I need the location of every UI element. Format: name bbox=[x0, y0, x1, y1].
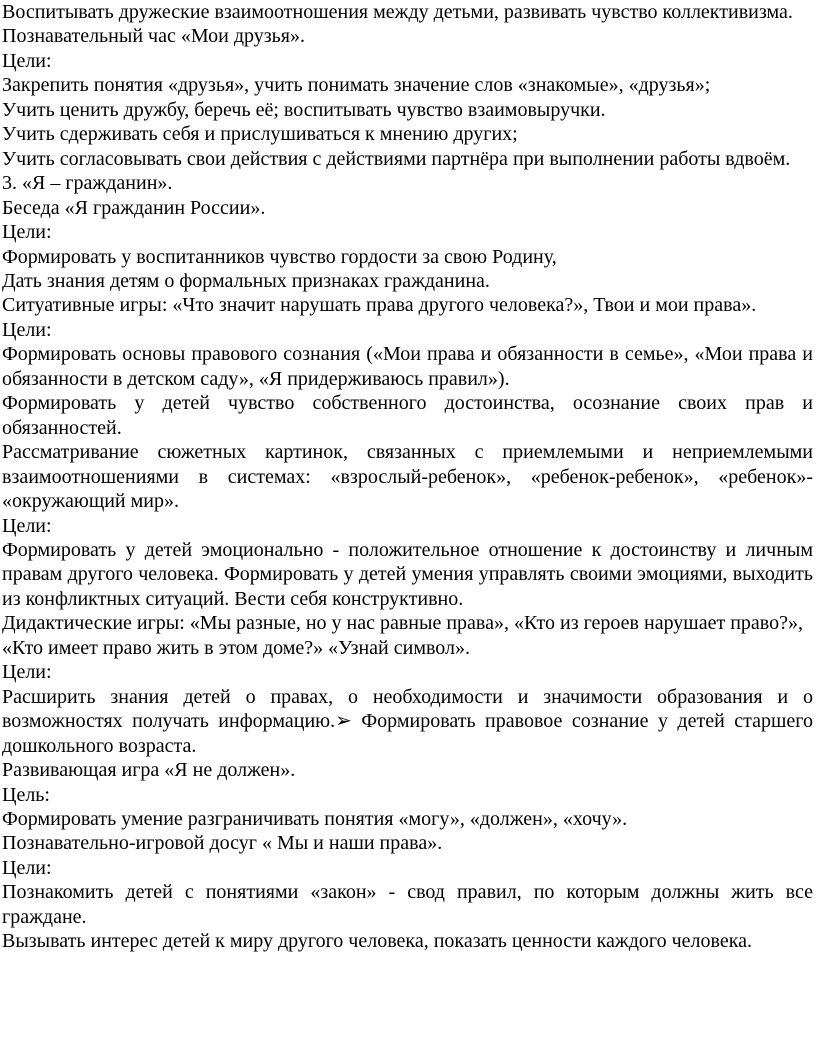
paragraph-activity-title: Познавательно-игровой досуг « Мы и наши права». bbox=[2, 832, 443, 855]
paragraph-intro: Воспитывать дружеские взаимоотношения между детьми, развивать чувство коллективизма. bbox=[2, 1, 793, 23]
paragraph-activity-title: Ситуативные игры: «Что значит нарушать права другого человека?», Твои и мои права». bbox=[2, 294, 757, 317]
paragraph-goal: Дать знания детям о формальных признаках гражданина. bbox=[2, 269, 490, 292]
paragraph-activity-title: Беседа «Я гражданин России». bbox=[2, 196, 266, 219]
paragraph-heading-friends-hour: Познавательный час «Мои друзья». bbox=[2, 25, 305, 48]
paragraph-goal: Формировать у детей эмоционально - положительное отношение к достоинству и личным правам другого человека. Формировать у детей умения управлять своими эмоциями, выходить из конфликтных ситуаций. Вести себя конструктивно. bbox=[2, 538, 813, 610]
paragraph-activity-title: Дидактические игры: «Мы разные, но у нас равные права», «Кто из героев нарушает право?», bbox=[2, 612, 803, 635]
paragraph-goal: Учить сдерживать себя и прислушиваться к мнению других; bbox=[2, 123, 518, 146]
paragraph-goal: Расширить знания детей о правах, о необходимости и значимости образования и о возможностях получать информацию.➢ Формировать правовое сознание у детей старшего дошкольного возраста. bbox=[2, 685, 813, 757]
paragraph-goals-label: Цели: bbox=[2, 49, 52, 72]
paragraph-goals-label: Цели: bbox=[2, 856, 52, 879]
paragraph-goal: Вызывать интерес детей к миру другого человека, показать ценности каждого человека. bbox=[2, 930, 753, 953]
paragraph-goal: Формировать у воспитанников чувство гордости за свою Родину, bbox=[2, 245, 557, 268]
paragraph-activity-title: Рассматривание сюжетных картинок, связанных с приемлемыми и неприемлемыми взаимоотношениями в системах: «взрослый-ребенок», «ребенок-ребенок», «ребенок»- «окружающий мир». bbox=[2, 441, 813, 513]
paragraph-goal: Познакомить детей с понятиями «закон» - свод правил, по которым должны жить все граждане. bbox=[2, 881, 813, 928]
paragraph-goal: Формировать у детей чувство собственного достоинства, осознание своих прав и обязанностей. bbox=[2, 392, 813, 439]
paragraph-goal: Формировать умение разграничивать понятия «могу», «должен», «хочу». bbox=[2, 807, 628, 830]
paragraph-goals-label: Цель: bbox=[2, 783, 50, 806]
paragraph-activity-title: Развивающая игра «Я не должен». bbox=[2, 759, 296, 782]
paragraph-goals-label: Цели: bbox=[2, 514, 52, 537]
paragraph-activity-title: «Кто имеет право жить в этом доме?» «Узнай символ». bbox=[2, 636, 471, 659]
paragraph-section-heading: 3. «Я – гражданин». bbox=[2, 172, 173, 195]
paragraph-goal: Закрепить понятия «друзья», учить понимать значение слов «знакомые», «друзья»; bbox=[2, 74, 711, 97]
paragraph-goals-label: Цели: bbox=[2, 661, 52, 684]
paragraph-goal: Учить согласовывать свои действия с действиями партнёра при выполнении работы вдвоём. bbox=[2, 147, 791, 170]
paragraph-goal: Формировать основы правового сознания («Мои права и обязанности в семье», «Мои права и обязанности в детском саду», «Я придерживаюсь правил»). bbox=[2, 343, 813, 390]
paragraph-goals-label: Цели: bbox=[2, 221, 52, 244]
paragraph-goal: Учить ценить дружбу, беречь её; воспитывать чувство взаимовыручки. bbox=[2, 98, 606, 121]
paragraph-goals-label: Цели: bbox=[2, 318, 52, 341]
